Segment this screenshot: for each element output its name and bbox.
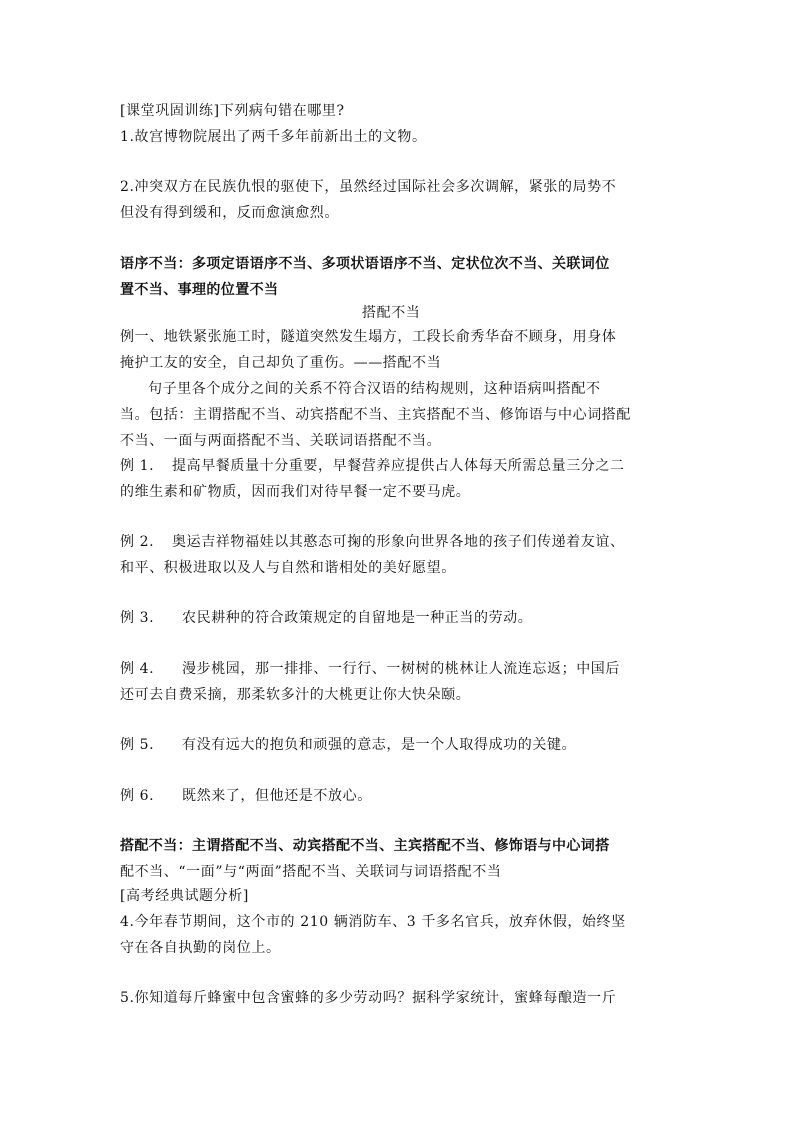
example-3-line-1: 例 3. 农民耕种的符合政策规定的自留地是一种正当的劳动。	[120, 610, 533, 626]
summary-line-1: 搭配不当：主谓搭配不当、动宾搭配不当、主宾搭配不当、修饰语与中心词搭	[120, 838, 610, 854]
practice-heading: [课堂巩固训练]下列病句错在哪里?	[120, 103, 345, 119]
example-4-line-1: 例 4. 漫步桃园，那一排排、一行行、一树树的桃林让人流连忘返；中国后	[120, 661, 620, 677]
mismatch-title: 搭配不当	[362, 305, 421, 321]
summary-line-2: 配不当、“一面”与“两面”搭配不当、关联词与词语搭配不当	[120, 864, 502, 880]
word-order-line-1: 语序不当：多项定语语序不当、多项状语语序不当、定状位次不当、关联词位	[120, 256, 610, 272]
mismatch-definition-line-2: 当。包括：主谓搭配不当、动宾搭配不当、主宾搭配不当、修饰语与中心词搭配	[120, 407, 631, 423]
mismatch-definition-line-3: 不当、一面与两面搭配不当、关联词语搭配不当。	[120, 433, 442, 449]
example-6-line-1: 例 6. 既然来了，但他还是不放心。	[120, 788, 372, 804]
question-2-line-1: 2.冲突双方在民族仇恨的驱使下，虽然经过国际社会多次调解，紧张的局势不	[120, 179, 617, 195]
question-4-line-2: 守在各自执勤的岗位上。	[120, 940, 281, 956]
example-2-line-2: 和平、积极进取以及人与自然和谐相处的美好愿望。	[120, 560, 456, 576]
question-2-line-2: 但没有得到缓和，反而愈演愈烈。	[120, 205, 339, 221]
question-5-line-1: 5.你知道每斤蜂蜜中包含蜜蜂的多少劳动吗？据科学家统计，蜜蜂每酿造一斤	[120, 990, 617, 1006]
example-5-line-1: 例 5. 有没有远大的抱负和顽强的意志，是一个人取得成功的关键。	[120, 737, 577, 753]
example-1-line-1: 例 1. 提高早餐质量十分重要，早餐营养应提供占人体每天所需总量三分之二	[120, 458, 625, 474]
word-order-line-2: 置不当、事理的位置不当	[120, 282, 279, 298]
mismatch-intro-line-2: 掩护工友的安全，自己却负了重伤。——搭配不当	[120, 355, 442, 371]
example-2-line-1: 例 2. 奥运吉祥物福娃以其憨态可掬的形象向世界各地的孩子们传递着友谊、	[120, 534, 625, 550]
mismatch-definition-line-1: 句子里各个成分之间的关系不符合汉语的结构规则，这种语病叫搭配不	[148, 381, 601, 397]
example-4-line-2: 还可去自费采摘，那柔软多汁的大桃更让你大快朵颐。	[120, 687, 471, 703]
mismatch-intro-line-1: 例一、地铁紧张施工时，隧道突然发生塌方，工段长俞秀华奋不顾身，用身体	[120, 329, 617, 345]
gaokao-heading: [高考经典试题分析]	[120, 888, 249, 904]
question-4-line-1: 4.今年春节期间，这个市的 210 辆消防车、3 千多名官兵，放弃休假，始终坚	[120, 914, 626, 930]
question-1: 1.故宫博物院展出了两千多年前新出土的文物。	[120, 129, 427, 145]
example-1-line-2: 的维生素和矿物质，因而我们对待早餐一定不要马虎。	[120, 484, 471, 500]
